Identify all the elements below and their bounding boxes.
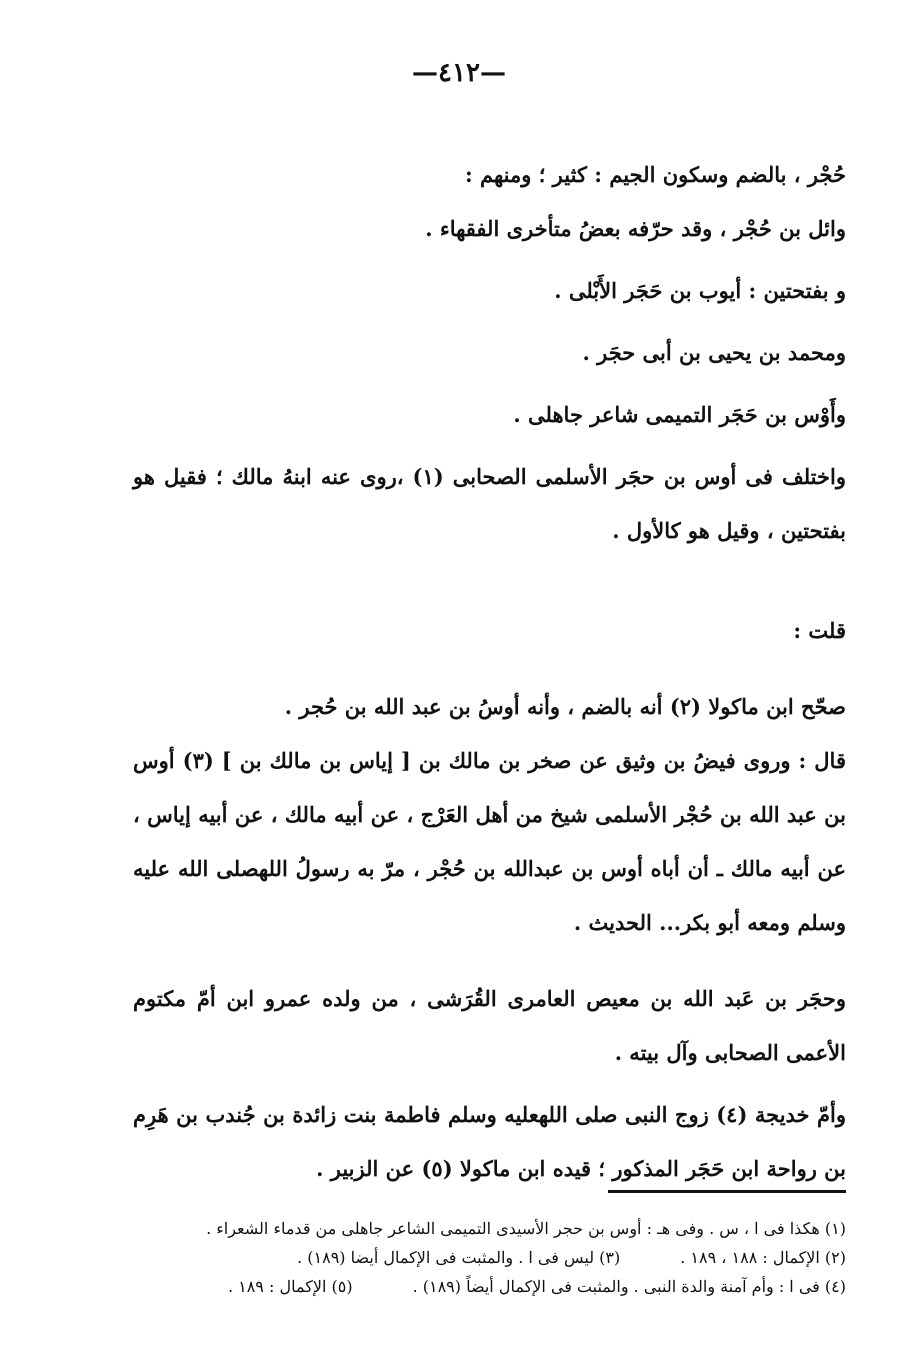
footnote-2: (٢) الإكمال : ١٨٨ ، ١٨٩ . [680,1248,846,1267]
paragraph: ومحمد بن يحيى بن أبى حجَر . [582,340,846,365]
footnotes [133,1214,846,1301]
paragraph: و بفتحتين : أيوب بن حَجَر الأَبْلى . [554,278,846,303]
paragraph: وأمّ خديجة (٤) زوج النبى صلى اللهعليه وسلم فاطمة بنت زائدة بن جُندب بن هَرِم بن رواحة ابن حَجَر المذكور ؛ قيده ابن ماكولا (٥) عن الزبير . [133,1102,847,1181]
paragraph: واختلف فى أوس بن حجَر الأسلمى الصحابى (١) ،روى عنه ابنهُ مالك ؛ فقيل هو بفتحتين ، وقيل هو كالأول . [133,464,846,543]
paragraph: وحجَر بن عَبد الله بن معيص العامرى القُرَشى ، من ولده عمرو ابن أمّ مكتوم الأعمى الصحابى وآل بيته . [133,986,846,1065]
page-number: —٤١٢— [412,58,506,88]
footnote-4: (٤) فى ا : وأم آمنة والدة النبى . والمثبت فى الإكمال أيضاً (١٨٩) . [412,1277,846,1296]
paragraph: وائل بن حُجْر ، وقد حرّفه بعضُ متأخرى الفقهاء . [425,216,846,241]
footnote-3: (٣) ليس فى ا . والمثبت فى الإكمال أيضا (١٨٩) . [297,1248,621,1267]
footnote-divider [608,1190,846,1193]
footnote-line [133,1214,846,1243]
paragraph: صحّح ابن ماكولا (٢) أنه بالضم ، وأنه أوسُ بن عبد الله بن حُجر . [284,694,846,719]
footnote-line [133,1272,846,1301]
body-text [133,148,846,1196]
footnote-1: (١) هكذا فى ا ، س . وفى هـ : أوس بن حجر الأسيدى التميمى الشاعر جاهلى من قدماء الشعراء . [206,1219,846,1238]
paragraph: حُجْر ، بالضم وسكون الجيم : كثير ؛ ومنهم : [464,162,846,187]
paragraph: قلت : [793,618,846,643]
paragraph: وأَوْس بن حَجَر التميمى شاعر جاهلى . [513,402,846,427]
paragraph: قال : وروى فيضُ بن وثيق عن صخر بن مالك بن [ إياس بن مالك بن ] (٣) أوس بن عبد الله بن حُجْر الأسلمى شيخ من أهل العَرْج ، عن أبيه مالك ، عن أبيه إياس ، عن أبيه مالك ـ أن أباه أوس بن عبدالله بن حُجْر ، مرّ به رسولُ اللهصلى الله عليه وسلم ومعه أبو بكر... الحديث . [133,748,846,935]
footnote-5: (٥) الإكمال : ١٨٩ . [227,1277,353,1296]
footnote-line [133,1243,846,1272]
